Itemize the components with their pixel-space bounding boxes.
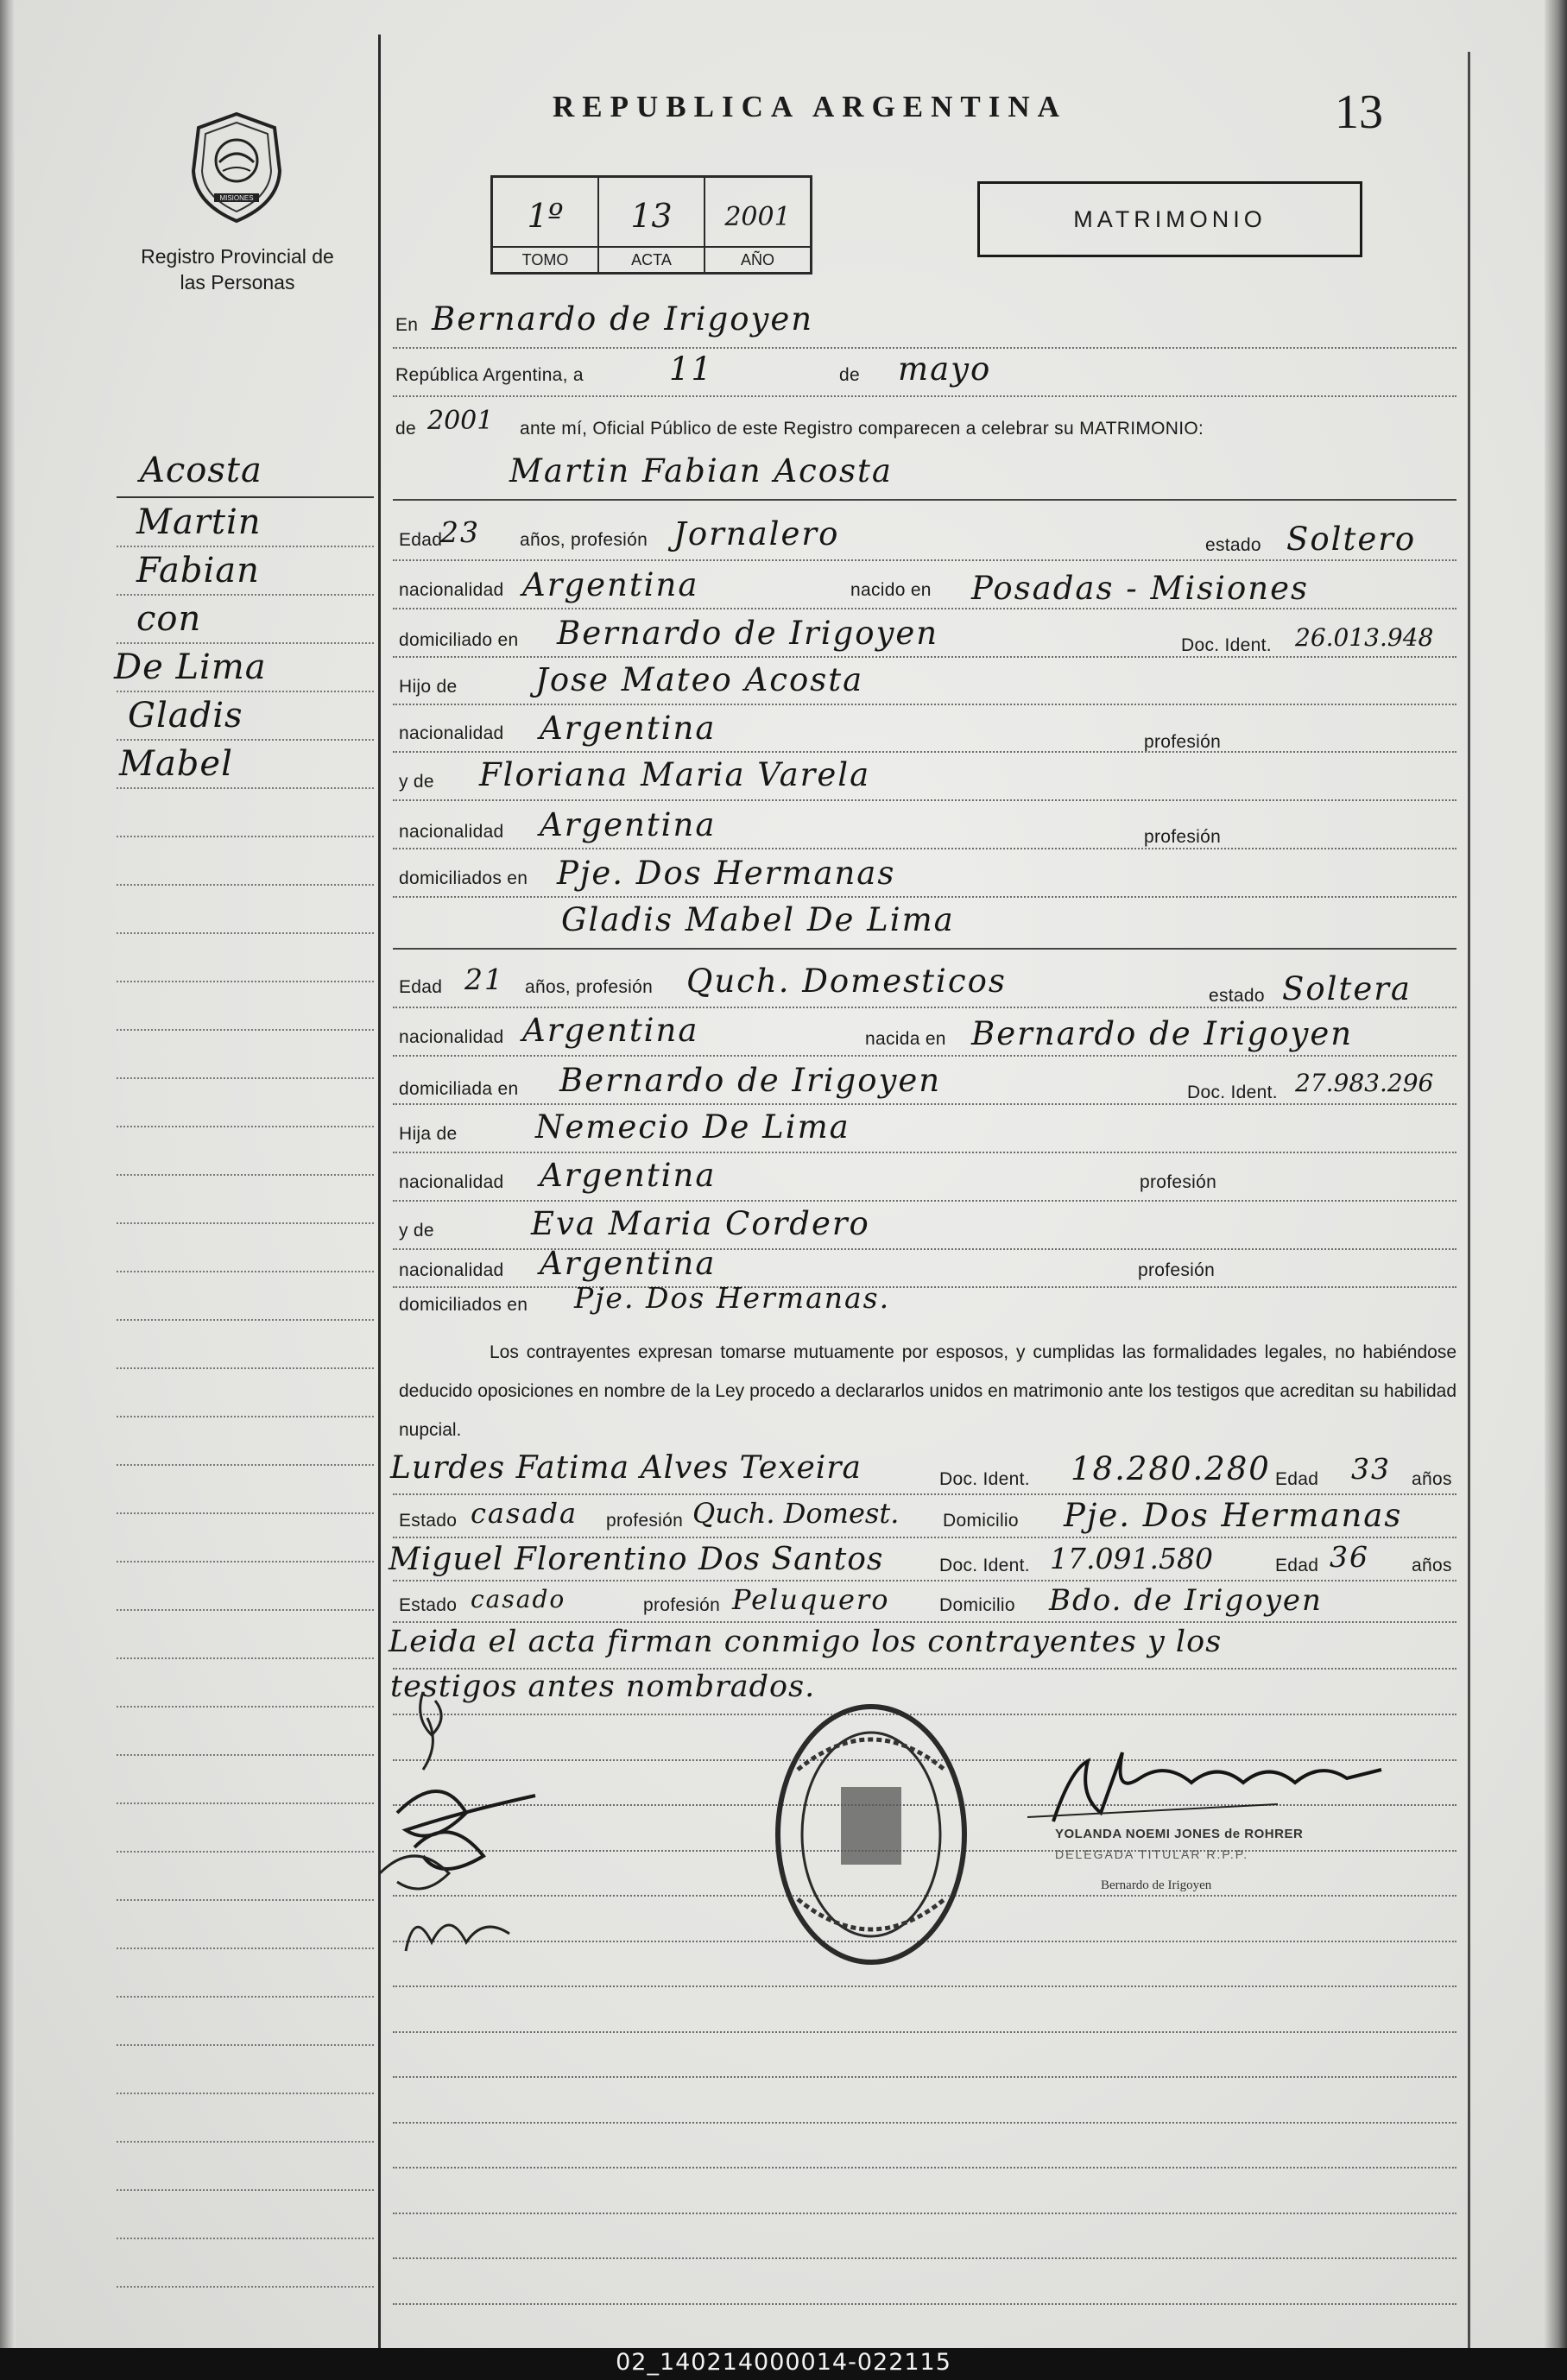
margin-line: [117, 1174, 374, 1176]
bride-edad-label: Edad: [399, 977, 443, 997]
margin-line: [117, 1222, 374, 1224]
groom-nacido-label: nacido en: [850, 580, 932, 600]
acta-value: 13: [630, 197, 673, 235]
form-line: [393, 2303, 1456, 2305]
witness2-estado: casado: [471, 1585, 566, 1613]
form-line: [393, 704, 1456, 705]
witness2-doc-label: Doc. Ident.: [939, 1556, 1030, 1575]
margin-name: Fabian: [136, 551, 260, 590]
margin-line: [117, 642, 374, 644]
official-place: Bernardo de Irigoyen: [1101, 1878, 1212, 1892]
page-number: 13: [1335, 85, 1383, 139]
official-signature: [1019, 1744, 1390, 1830]
groom-edad-label: Edad: [399, 530, 443, 550]
margin-line: [117, 546, 374, 547]
form-line: [393, 1580, 1456, 1581]
margin-line: [117, 1561, 374, 1562]
margin-line: [117, 1271, 374, 1272]
bride-birthplace: Bernardo de Irigoyen: [971, 1015, 1354, 1052]
form-line: [393, 848, 1456, 849]
margin-name: Gladis: [128, 696, 243, 735]
groom-doc: 26.013.948: [1295, 623, 1434, 652]
margin-line: [117, 1367, 374, 1369]
bride-mother: Eva Maria Cordero: [531, 1205, 870, 1242]
bride-yde-label: y de: [399, 1221, 434, 1241]
bride-mother-nationality: Argentina: [540, 1245, 717, 1282]
form-line: [393, 347, 1456, 349]
provincial-seal-icon: [188, 110, 285, 224]
ano-cell: [705, 178, 810, 272]
closing-line-1: Leida el acta firman conmigo los contrayentes y los: [389, 1625, 1223, 1659]
form-line: [393, 1103, 1456, 1105]
form-line: [393, 751, 1456, 753]
document-type-box: MATRIMONIO: [977, 181, 1362, 257]
image-id: 02_140214000014-022115: [616, 2349, 951, 2376]
groom-hijo-label: Hijo de: [399, 677, 458, 697]
form-line: [393, 656, 1456, 658]
form-line: [393, 1537, 1456, 1538]
marriage-year: 2001: [427, 406, 494, 436]
groom-estado: Soltero: [1286, 521, 1417, 558]
margin-line: [117, 2189, 374, 2191]
ano-value: 2001: [724, 202, 791, 232]
bride-father-nat-label: nacionalidad: [399, 1172, 504, 1192]
bride-doc: 27.983.296: [1295, 1069, 1434, 1097]
bride-hija-label: Hija de: [399, 1124, 458, 1144]
official-name: YOLANDA NOEMI JONES de ROHRER: [1055, 1827, 1304, 1841]
form-line: [393, 1985, 1456, 1987]
acta-label: ACTA: [599, 246, 704, 272]
bride-estado: Soltera: [1282, 970, 1412, 1007]
margin-line: [117, 1754, 374, 1756]
groom-profession: Jornalero: [673, 515, 840, 552]
margin-line: [117, 1802, 374, 1804]
margin-name: con: [136, 599, 202, 639]
margin-line: [117, 1512, 374, 1514]
marriage-month: mayo: [898, 350, 992, 388]
groom-estado-label: estado: [1205, 535, 1261, 555]
form-line: [393, 1200, 1456, 1202]
margin-line: [117, 691, 374, 692]
groom-nat-label: nacionalidad: [399, 580, 504, 600]
registration-box: [490, 175, 812, 275]
groom-father-nat-label: nacionalidad: [399, 723, 504, 743]
margin-line: [117, 496, 374, 498]
margin-line: [117, 981, 374, 982]
form-line: [393, 1007, 1456, 1008]
registry-name: Registro Provincial de las Personas: [141, 245, 334, 294]
form-line: [393, 1621, 1456, 1623]
margin-name: De Lima: [114, 647, 267, 687]
groom-mother-nationality: Argentina: [540, 806, 717, 843]
groom-father-nationality: Argentina: [540, 710, 717, 747]
witness2-age: 36: [1330, 1540, 1369, 1574]
margin-line: [117, 2141, 374, 2143]
margin-line: [117, 739, 374, 741]
margin-line: [117, 1706, 374, 1708]
witness1-estado-label: Estado: [399, 1511, 458, 1531]
groom-birthplace: Posadas - Misiones: [971, 570, 1310, 607]
witness1-anos-label: años: [1412, 1469, 1452, 1489]
groom-yde-label: y de: [399, 772, 434, 792]
margin-line: [117, 932, 374, 934]
witness1-edad-label: Edad: [1275, 1469, 1319, 1489]
form-line: [393, 799, 1456, 801]
form-line: [393, 608, 1456, 609]
bride-estado-label: estado: [1209, 986, 1265, 1006]
margin-line: [117, 836, 374, 837]
bride-dom-label: domiciliada en: [399, 1079, 519, 1099]
marriage-place: Bernardo de Irigoyen: [432, 300, 814, 338]
margin-line: [117, 594, 374, 596]
form-line: [393, 2167, 1456, 2169]
margin-rule: [378, 35, 381, 2348]
bride-name: Gladis Mabel De Lima: [561, 901, 955, 938]
margin-line: [117, 1996, 374, 1998]
witness2-profession: Peluquero: [732, 1583, 890, 1616]
ano-label: AÑO: [705, 246, 810, 272]
groom-parents-dom-label: domiciliados en: [399, 868, 528, 888]
witness1-age: 33: [1351, 1452, 1391, 1486]
form-line: [393, 559, 1456, 561]
year-prefix: de: [395, 419, 416, 439]
groom-father-prof-label: profesión: [1144, 732, 1222, 752]
margin-line: [117, 1899, 374, 1901]
witness1-domicile: Pje. Dos Hermanas: [1064, 1497, 1403, 1534]
right-rule: [1468, 52, 1470, 2348]
witness2-dom-label: Domicilio: [939, 1595, 1015, 1615]
witness1-doc: 18.280.280: [1071, 1450, 1271, 1487]
witness2-prof-label: profesión: [643, 1595, 721, 1615]
groom-age: 23: [440, 515, 480, 549]
groom-doc-label: Doc. Ident.: [1181, 635, 1272, 655]
bride-mother-nat-label: nacionalidad: [399, 1260, 504, 1280]
republica-label: República Argentina, a: [395, 365, 584, 385]
witness1-estado: casada: [471, 1497, 578, 1530]
form-line: [393, 948, 1456, 950]
witness2-domicile: Bdo. de Irigoyen: [1049, 1583, 1323, 1618]
margin-line: [117, 1416, 374, 1417]
declaration-text: [399, 1333, 1456, 1449]
margin-line: [117, 1851, 374, 1853]
groom-mother-prof-label: profesión: [1144, 827, 1222, 847]
groom-parents-domicile: Pje. Dos Hermanas: [557, 855, 896, 892]
margin-line: [117, 884, 374, 886]
form-line: [393, 1055, 1456, 1057]
margin-name: Mabel: [119, 744, 233, 784]
witness2-name: Miguel Florentino Dos Santos: [389, 1542, 884, 1577]
margin-name: Martin: [136, 502, 262, 542]
marriage-day: 11: [669, 350, 714, 388]
groom-mother-nat-label: nacionalidad: [399, 822, 504, 842]
bride-age: 21: [464, 963, 504, 996]
bride-father: Nemecio De Lima: [535, 1108, 850, 1146]
margin-line: [117, 1126, 374, 1127]
witness2-edad-label: Edad: [1275, 1556, 1319, 1575]
bride-prof-label: años, profesión: [525, 977, 654, 997]
witness2-doc: 17.091.580: [1050, 1542, 1213, 1575]
margin-line: [117, 787, 374, 789]
official-stamp-icon: [772, 1701, 970, 1968]
acta-cell: [599, 178, 705, 272]
groom-name: Martin Fabian Acosta: [509, 452, 893, 489]
page-edge-right: [1545, 0, 1567, 2348]
bride-domicile: Bernardo de Irigoyen: [559, 1062, 942, 1099]
bride-nat-label: nacionalidad: [399, 1027, 504, 1047]
groom-domicile: Bernardo de Irigoyen: [557, 615, 939, 652]
groom-dom-label: domiciliado en: [399, 630, 519, 650]
margin-line: [117, 1029, 374, 1031]
witness1-prof-label: profesión: [606, 1511, 684, 1531]
page-edge-left: [0, 0, 16, 2348]
form-line: [393, 2076, 1456, 2078]
form-line: [393, 499, 1456, 501]
form-line: [393, 1493, 1456, 1495]
witness1-profession: Quch. Domest.: [692, 1497, 900, 1530]
form-line: [393, 1152, 1456, 1153]
form-line: [393, 1286, 1456, 1288]
margin-line: [117, 1464, 374, 1466]
margin-line: [117, 1948, 374, 1949]
bride-nacida-label: nacida en: [865, 1029, 946, 1049]
tomo-cell: [493, 178, 599, 272]
witness2-estado-label: Estado: [399, 1595, 458, 1615]
closing-line-2: testigos antes nombrados.: [390, 1670, 816, 1704]
margin-line: [117, 1657, 374, 1659]
form-line: [393, 2213, 1456, 2214]
bride-parents-domicile: Pje. Dos Hermanas.: [574, 1281, 891, 1315]
country-title: REPUBLICA ARGENTINA: [553, 90, 1067, 123]
bride-father-prof-label: profesión: [1140, 1172, 1217, 1192]
margin-line: [117, 2238, 374, 2239]
tomo-value: 1º: [527, 197, 564, 235]
intro-text: ante mí, Oficial Público de este Registro comparecen a celebrar su MATRIMONIO:: [520, 419, 1204, 439]
witness1-doc-label: Doc. Ident.: [939, 1469, 1030, 1489]
groom-mother: Floriana Maria Varela: [479, 756, 871, 793]
margin-line: [117, 1319, 374, 1321]
groom-nationality: Argentina: [522, 566, 699, 603]
margin-line: [117, 1609, 374, 1611]
witness2-anos-label: años: [1412, 1556, 1452, 1575]
groom-father: Jose Mateo Acosta: [535, 661, 864, 698]
de-label: de: [839, 365, 860, 385]
form-line: [393, 896, 1456, 898]
margin-line: [117, 2286, 374, 2288]
signatures-scribbles: [363, 1683, 570, 1977]
margin-surname: Acosta: [140, 451, 262, 490]
declaration-body: Los contrayentes expresan tomarse mutuamente por esposos, y cumplidas las formalidades legales, no habiéndose deducido oposiciones en nombre de la Ley procedo a declararlos unidos en matrimonio ante los testigos que acreditan su habilidad nupcial.: [399, 1342, 1456, 1440]
en-label: En: [395, 315, 419, 335]
form-line: [393, 395, 1456, 397]
bride-parents-dom-label: domiciliados en: [399, 1295, 528, 1315]
form-line: [393, 2031, 1456, 2033]
bride-nationality: Argentina: [522, 1012, 699, 1049]
official-role: DELEGADA TITULAR R.P.P.: [1055, 1847, 1249, 1861]
form-line: [393, 2257, 1456, 2259]
bride-profession: Quch. Domesticos: [686, 963, 1007, 1000]
margin-line: [117, 2093, 374, 2094]
form-line: [393, 2122, 1456, 2124]
margin-line: [117, 1077, 374, 1079]
bride-mother-prof-label: profesión: [1138, 1260, 1216, 1280]
seal-text: MISIONES: [219, 194, 254, 202]
bride-father-nationality: Argentina: [540, 1157, 717, 1194]
groom-prof-label: años, profesión: [520, 530, 648, 550]
witness1-dom-label: Domicilio: [943, 1511, 1019, 1531]
witness1-name: Lurdes Fatima Alves Texeira: [390, 1450, 862, 1486]
bride-doc-label: Doc. Ident.: [1187, 1083, 1278, 1102]
margin-line: [117, 2044, 374, 2046]
tomo-label: TOMO: [493, 246, 597, 272]
